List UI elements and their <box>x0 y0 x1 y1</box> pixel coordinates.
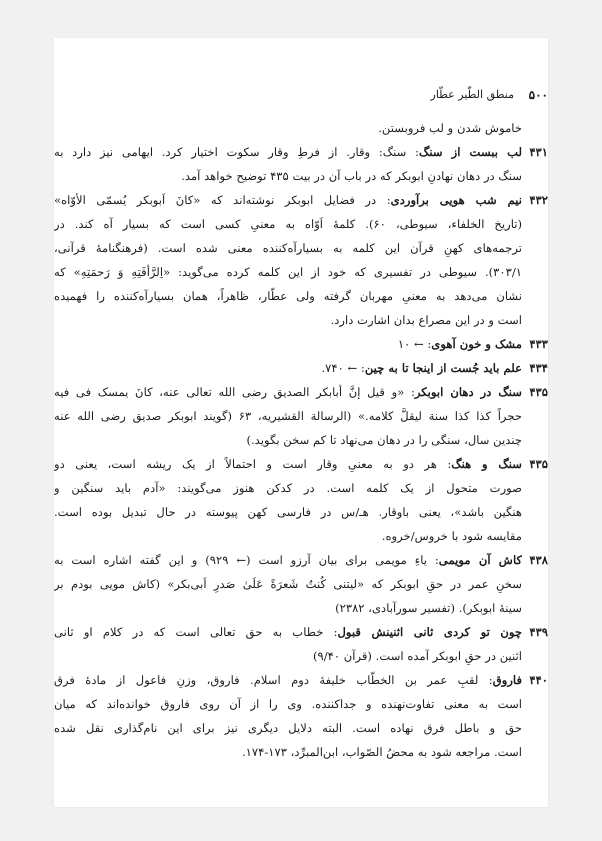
entry-line: سنگ در دهان ابوبکر: «و قیل إنَّ أبابکر الصدیق رضی الله تعالی عنه، کانَ یمسک فی فیه <box>54 385 522 399</box>
entry-heading: علم باید جُست از اینجا تا به چین <box>364 361 522 375</box>
entry-number: ۴۳۵ <box>529 385 548 399</box>
commentary-entry <box>54 140 548 188</box>
entry-heading: لب ببست از سنگ <box>419 145 522 159</box>
entry-line: (تاریخ الخلفاء، سیوطی، ۶۰). کلمهٔ اَوّاه به معنیِ کسی است که بسیار آه کند. در <box>54 217 522 231</box>
entry-line: اثنین در حقِ ابوبکر آمده است. (قرآن ۹/۴۰) <box>312 649 522 663</box>
entry-line: مشک و خون آهوی: ← ۱۰ <box>397 337 522 351</box>
entry-line: است به معنی تفاوت‌نهنده و جداکننده. وی را از آن روی فاروق خوانده‌اند که میان <box>54 697 522 711</box>
commentary-entry <box>54 332 548 356</box>
entry-line: نیم شب هویی برآوردی: در فضایل ابوبکر نوشته‌اند که «کانَ اَبوبکر یُسمّی الأوّاه» <box>54 193 522 207</box>
entry-heading: نیم شب هویی برآوردی <box>390 193 522 207</box>
entry-line: مقایسه شود با خروس/خروه. <box>381 529 522 543</box>
entry-number: ۴۳۲ <box>529 193 548 207</box>
entry-line: سخنِ عمر در حقِ ابوبکر که «لیتنی کُنتُ شَعرَةً عَلَیٰ صَدرِ اَبی‌بکر» (کاش مویی بودم بر <box>54 577 522 591</box>
entry-line: سنگ و هنگ: هر دو به معنیِ وقار است و احتمالاً از یک ریشه است، یعنی دو <box>54 457 522 471</box>
entry-heading: مشک و خون آهوی <box>431 337 522 351</box>
entry-line: است و در این مصراع بدان اشارت دارد. <box>330 313 522 327</box>
entry-number: ۴۳۱ <box>529 145 548 159</box>
commentary-entry <box>54 188 548 332</box>
entry-line: حجراً کذا کذا سنة لیقلَّ کلامه.» (الرسالة القشیریه، ۶۳ (گویند ابوبکر صدیق رضی الله عنه <box>54 409 522 423</box>
entry-line: ۳۰۳/۱). سیوطی در تفسیری که خود از این کلمه کرده می‌گوید: «اِلرَّأفَتِهِ وَ رَحمَتِهِ» که <box>54 265 522 279</box>
entry-line: نشان می‌دهد به معنیِ مهربان گرفته ولی عطّار، ظاهراً، همان بسیارآه‌کننده را فهمیده <box>54 289 522 303</box>
page-number: ۵۰۰ <box>528 88 548 102</box>
running-head <box>54 88 548 106</box>
entry-line: فاروق: لقبِ عمر بن الخطّاب خلیفهٔ دوم اسلام. فاروق، وزنِ فاعول از مادهٔ فرق <box>54 673 522 687</box>
entry-line: سنگ در دهان نهادنِ ابوبکر که در باب آن در بیت ۴۳۵ توضیح خواهد آمد. <box>181 169 522 183</box>
commentary-entry <box>54 548 548 620</box>
entry-line: علم باید جُست از اینجا تا به چین: ← ۷۴۰. <box>321 361 522 375</box>
header-title: منطق الطّیر عطّار <box>430 88 514 101</box>
book-page <box>54 38 548 807</box>
entry-line: کاش آن مویمی: یاءِ مویمی برای بیان آرزو است (← ۹۲۹) و این گفته اشاره است به <box>54 553 522 567</box>
entry-line: صورت متحول از یک کلمه است. در کدکن هنوز می‌گویند: «آدم باید سنگین و <box>54 481 522 495</box>
entry-number: ۴۳۳ <box>529 337 548 351</box>
entry-line: حق و باطل فرق نهاده است. البته دلایل دیگری نیز برای این نام‌گذاری نقل شده <box>54 721 522 735</box>
commentary-entry <box>54 380 548 452</box>
entry-line: چندین سال، سنگی را در دهان می‌نهاد تا کم سخن بگوید.) <box>246 433 522 447</box>
entry-number: ۴۳۵ <box>529 457 548 471</box>
commentary-body <box>54 116 548 764</box>
commentary-entry <box>54 620 548 668</box>
entry-number: ۴۳۹ <box>529 625 548 639</box>
entry-line: سینهٔ ابوبکر). (تفسیر سورآبادی، ۲۳۸۲) <box>335 601 522 615</box>
continuation-line: خاموش شدن و لب فروبستن. <box>378 121 522 135</box>
commentary-entry <box>54 356 548 380</box>
entry-line: لب ببست از سنگ: سنگ: وقار. از فرطِ وقار سکوت اختیار کرد. ایهامی نیز دارد به <box>54 145 522 159</box>
entry-number: ۴۴۰ <box>529 673 548 687</box>
entry-heading: سنگ و هنگ <box>451 457 522 471</box>
entry-heading: فاروق <box>492 673 522 687</box>
entry-heading: کاش آن مویمی <box>438 553 522 567</box>
entry-heading: چون تو کردی ثانی اثنینش قبول <box>337 625 522 639</box>
commentary-entry <box>54 452 548 548</box>
entry-heading: سنگ در دهان ابوبکر <box>414 385 522 399</box>
entry-line: است. مراجعه شود به محضُ الصّواب، ابن‌المبرِّد، ۱۷۳-۱۷۴. <box>241 745 522 759</box>
entry-line: ترجمه‌های کهنِ قرآن این کلمه به بسیارآه‌کننده معنی شده است. (فرهنگنامهٔ قرآنی، <box>54 241 522 255</box>
entry-number: ۴۳۴ <box>529 361 548 375</box>
entry-line: هنگین باشد»، یعنی باوقار. هـ/س در فارسی کهن پیوسته در حال تبدیل بوده است. <box>54 505 522 519</box>
entry-line: چون تو کردی ثانی اثنینش قبول: خطاب به حق تعالی است که در کلام او ثانی <box>54 625 522 639</box>
entry-number: ۴۳۸ <box>529 553 548 567</box>
commentary-entry <box>54 668 548 764</box>
